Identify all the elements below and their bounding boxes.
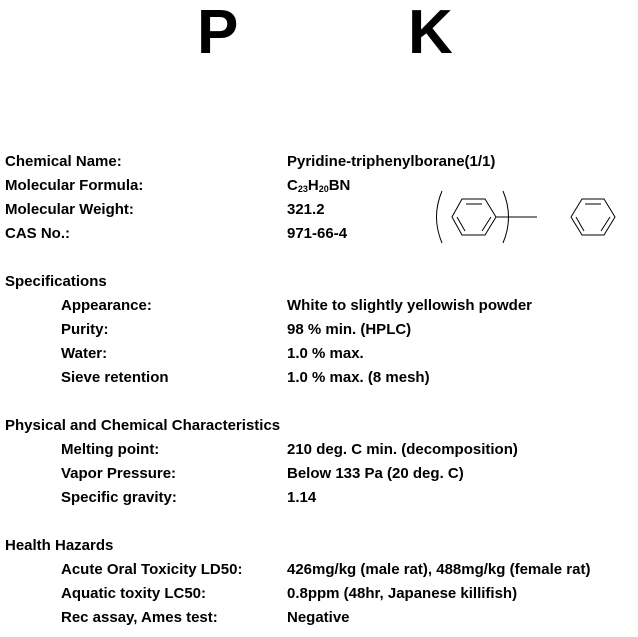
cas-value: 971-66-4 <box>287 225 348 242</box>
spec-value-purity: 98 % min. (HPLC) <box>287 321 412 338</box>
bracket-left <box>437 191 443 243</box>
phys-label-melting: Melting point: <box>61 441 160 458</box>
formula-label: Molecular Formula: <box>5 177 144 194</box>
spec-label-purity: Purity: <box>61 321 109 338</box>
weight-label: Molecular Weight: <box>5 201 134 218</box>
specifications-heading: Specifications <box>5 273 107 290</box>
benzene-ring-left <box>452 199 496 235</box>
header-letter-k: K <box>408 0 453 67</box>
formula-c: C <box>287 177 298 194</box>
phys-value-gravity: 1.14 <box>287 489 317 506</box>
header-letter-p: P <box>197 0 239 67</box>
phys-label-vapor: Vapor Pressure: <box>61 465 177 482</box>
health-label-lc50: Aquatic toxity LC50: <box>61 585 207 602</box>
health-value-ld50: 426mg/kg (male rat), 488mg/kg (female rat) <box>287 561 591 578</box>
phys-value-melting: 210 deg. C min. (decomposition) <box>287 441 518 458</box>
phys-value-vapor: Below 133 Pa (20 deg. C) <box>287 465 464 482</box>
spec-label-appearance: Appearance: <box>61 297 152 314</box>
phys-label-gravity: Specific gravity: <box>61 489 177 506</box>
formula-rest: BN <box>328 177 351 194</box>
physical-heading: Physical and Chemical Characteristics <box>5 417 281 434</box>
spec-label-sieve: Sieve retention <box>61 369 169 386</box>
formula-value <box>287 177 350 195</box>
spec-label-water: Water: <box>61 345 108 362</box>
health-value-lc50: 0.8ppm (48hr, Japanese killifish) <box>287 585 518 602</box>
structure-drawing <box>430 185 620 250</box>
formula-h: H <box>307 177 319 194</box>
pyridine-ring <box>571 199 615 235</box>
health-heading: Health Hazards <box>5 537 114 554</box>
cas-label: CAS No.: <box>5 225 70 242</box>
health-label-ames: Rec assay, Ames test: <box>61 609 218 626</box>
chemical-name-value: Pyridine-triphenylborane(1/1) <box>287 153 496 170</box>
spec-value-water: 1.0 % max. <box>287 345 364 362</box>
weight-value: 321.2 <box>287 201 325 218</box>
formula-c-count: 23 <box>297 184 308 194</box>
health-value-ames: Negative <box>287 609 350 626</box>
chemical-name-label: Chemical Name: <box>5 153 122 170</box>
spec-value-appearance: White to slightly yellowish powder <box>287 297 533 314</box>
spec-value-sieve: 1.0 % max. (8 mesh) <box>287 369 430 386</box>
health-label-ld50: Acute Oral Toxicity LD50: <box>61 561 243 578</box>
formula-h-count: 20 <box>318 184 329 194</box>
